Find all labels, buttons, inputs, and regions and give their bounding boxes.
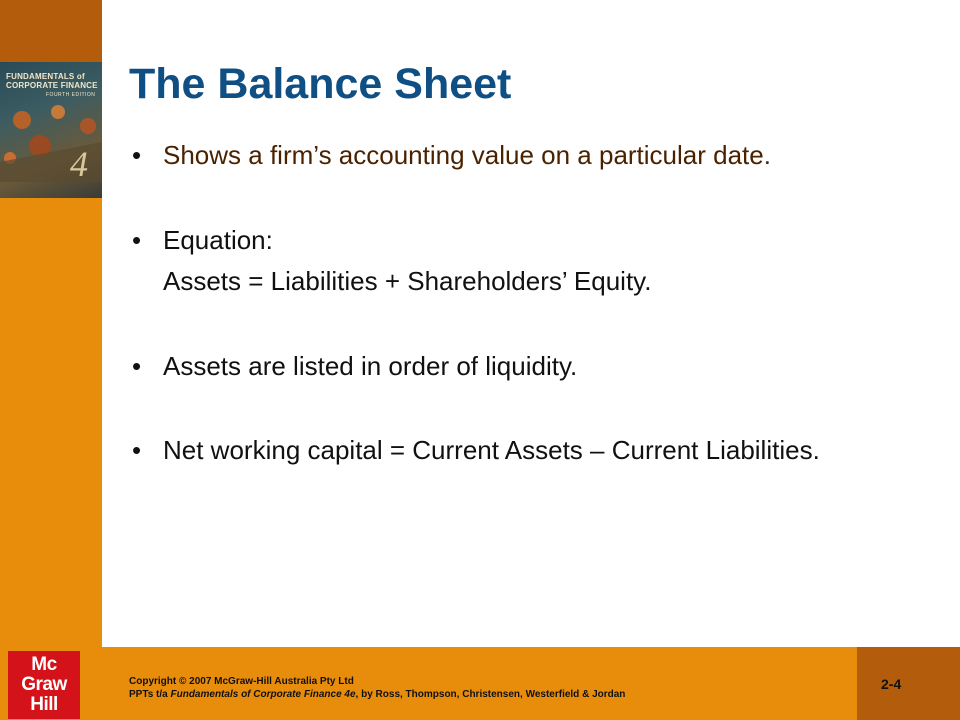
copyright-line-1: Copyright © 2007 McGraw-Hill Australia Pty Ltd xyxy=(129,676,354,687)
footer-slide-number-box xyxy=(857,647,960,720)
bullet-marker: • xyxy=(132,435,142,465)
left-accent-band-top xyxy=(0,0,102,62)
bullet-marker: • xyxy=(132,140,142,170)
copyright-notice xyxy=(129,675,625,701)
bullet-marker: • xyxy=(132,225,142,255)
book-cover-image xyxy=(0,62,102,198)
book-cover-title: FUNDAMENTALS of CORPORATE FINANCE xyxy=(6,72,98,90)
bullet-continuation-text: Assets = Liabilities + Shareholders’ Equity. xyxy=(163,266,652,296)
bullet-text: Shows a firm’s accounting value on a particular date. xyxy=(163,140,771,170)
bullet-text: Net working capital = Current Assets – Current Liabilities. xyxy=(163,435,820,465)
book-cover-edition: FOURTH EDITION xyxy=(46,92,96,98)
copyright-line-2: PPTs t/a Fundamentals of Corporate Finance 4e, by Ross, Thompson, Christensen, Westerfield & Jordan xyxy=(129,689,626,700)
logo-line-3: Hill xyxy=(30,694,58,715)
book-cover-numeral: 4 xyxy=(70,144,88,182)
book-cover-illustration xyxy=(0,102,102,182)
mcgraw-hill-logo xyxy=(8,651,80,719)
logo-line-1: Mc xyxy=(31,654,57,675)
bullet-text: Equation: xyxy=(163,225,273,255)
bullet-text: Assets are listed in order of liquidity. xyxy=(163,351,578,381)
slide-number: 2-4 xyxy=(881,676,902,692)
bullet-marker: • xyxy=(132,351,142,381)
logo-line-2: Graw xyxy=(21,674,67,695)
slide-title: The Balance Sheet xyxy=(129,60,512,108)
